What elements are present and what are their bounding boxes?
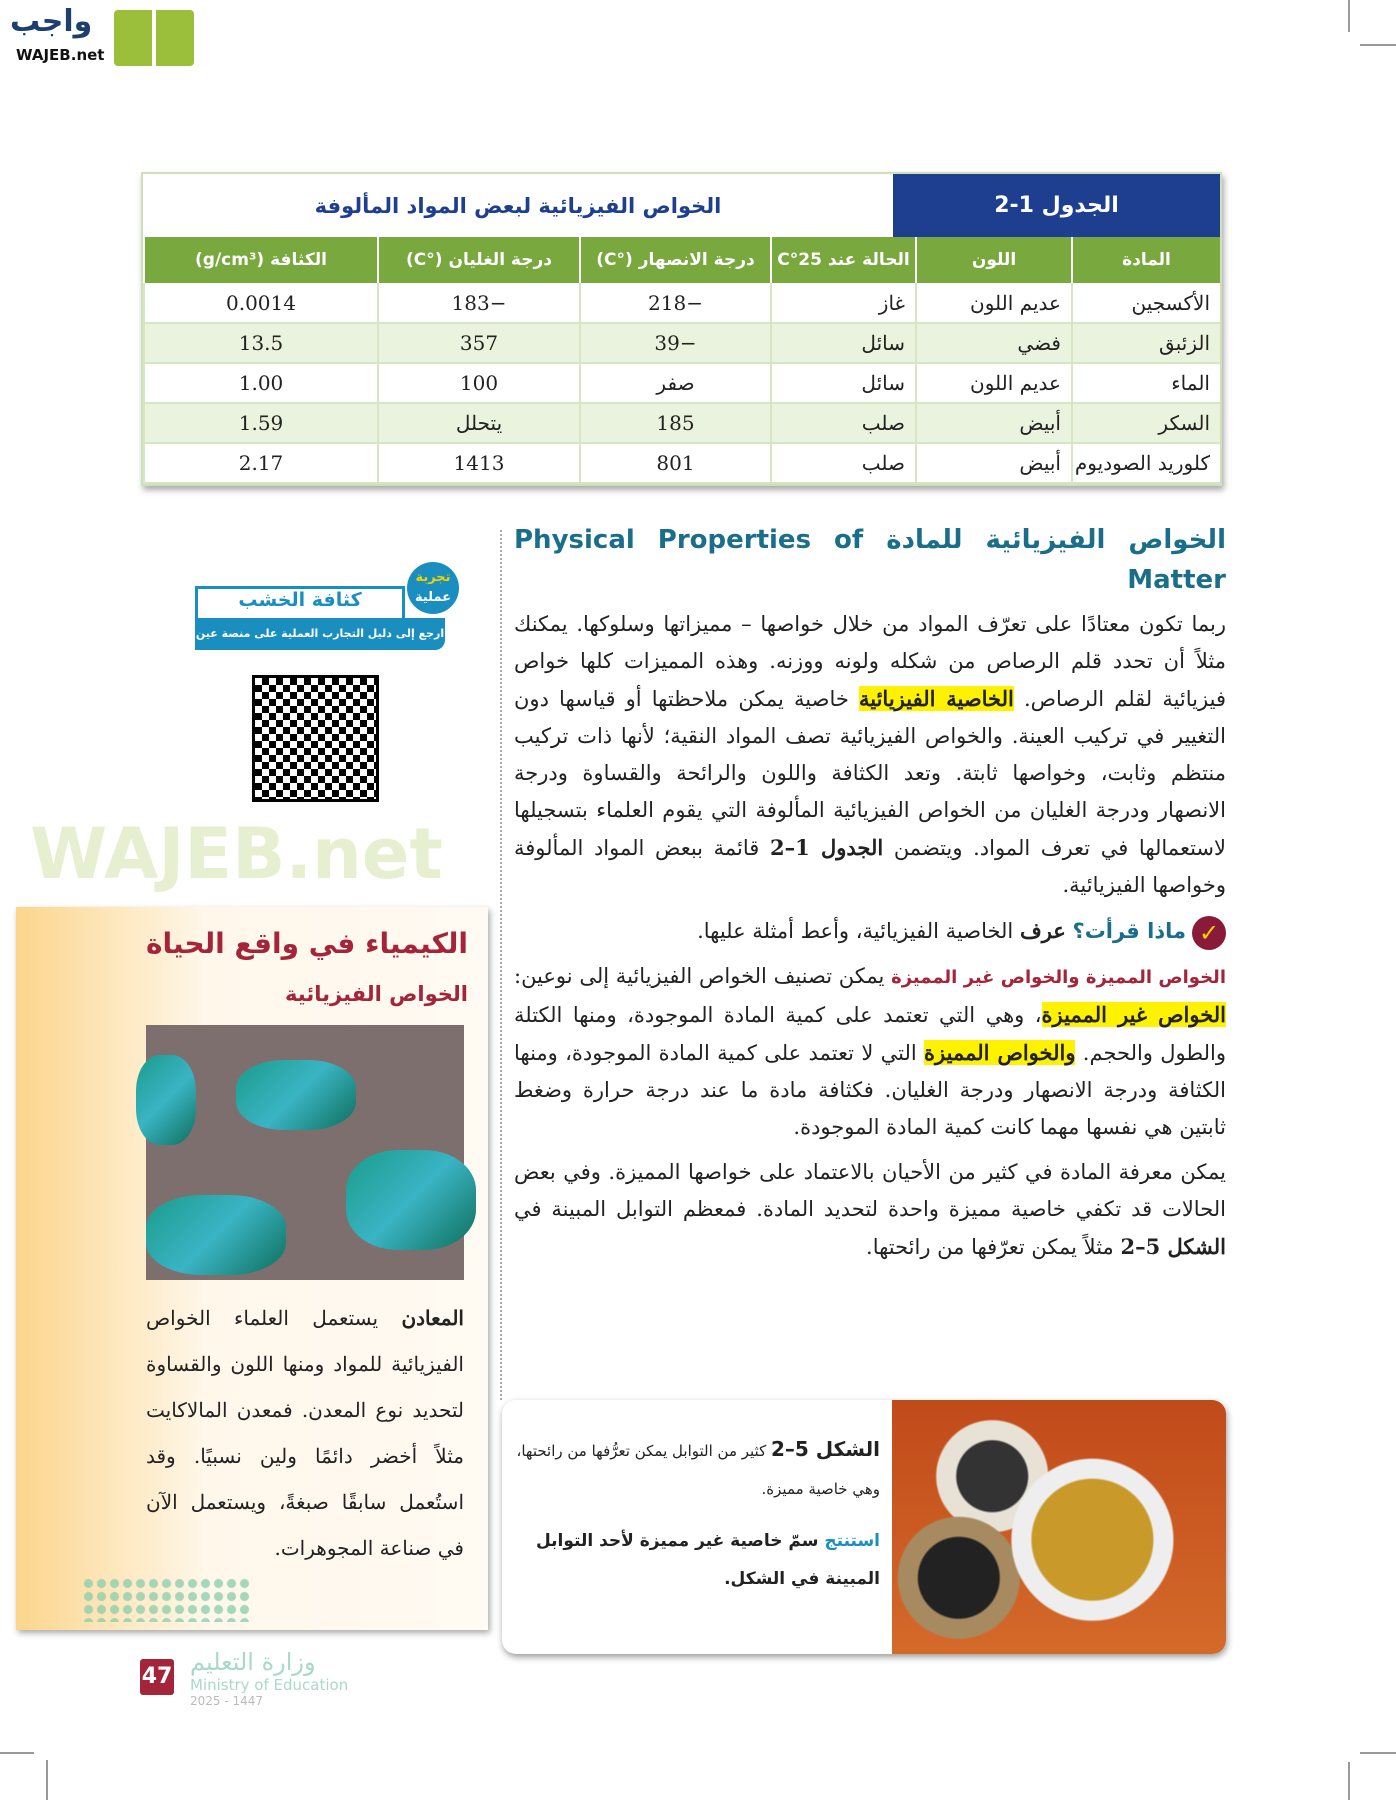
table-row [144,363,1220,403]
table-cell: أبيض [916,443,1072,483]
crop-mark [1348,1762,1350,1800]
header-cell: درجة الانصهار (°C) [580,237,771,283]
box-title: الكيمياء في واقع الحياة [146,927,468,960]
table-cell: −218 [580,283,771,323]
box-text: المعادن يستعمل العلماء الخواص الفيزيائية للمواد ومنها اللون والقساوة لتحديد نوع المعدن. فمعدن المالاكايت مثلاً أخضر دائمًا ولين نسبيًا. وقد استُعمل سابقًا صبغةً، ويستعمل الآن في صناعة المجوهرات. [146,1306,464,1560]
main-text [514,520,1226,1274]
crop-mark [1360,44,1396,46]
paragraph: يمكن معرفة المادة في كثير من الأحيان بالاعتماد على خواصها المميزة. وفي بعض الحالات قد تكفي خاصية مميزة واحدة لتحديد المادة. فمعظم التوابل المبينة في الشكل 5–2 مثلاً يمكن تعرّفها من رائحتها. [514,1160,1226,1259]
table-cell: 13.5 [144,323,378,363]
table-cell: 2.17 [144,443,378,483]
lab-title: كثافة الخشب [195,586,405,618]
box-subtitle: الخواص الفيزيائية [285,982,468,1006]
figure-reference[interactable]: الشكل 5–2 [1120,1234,1226,1259]
checkmark-icon: ✓ [1192,916,1226,950]
paragraph: ربما تكون معتادًا على تعرّف المواد من خلال خواصها – مميزاتها وسلوكها. يمكنك مثلاً أن تحدد قلم الرصاص من شكله ولونه ووزنه. وهذه المميزات كلها خواص فيزيائية لقلم الرصاص. الخاصية الفيزيائية خاصية يمكن ملاحظتها أو قياسها دون التغيير في تركيب العينة. والخواص الفيزيائية تصف المواد النقية؛ لأنها ذات تركيب منتظم وثابت، وخواصها ثابتة. وتعد الكثافة واللون والرائحة والقساوة ودرجة الانصهار ودرجة الغليان من الخواص الفيزيائية المألوفة التي يقوم العلماء بتسجيلها لاستعمالها في تعرف المواد. ويتضمن الجدول 1–2 قائمة ببعض المواد المألوفة وخواصها الفيزيائية. [514,612,1226,897]
paragraph: الخواص المميزة والخواص غير المميزة يمكن تصنيف الخواص الفيزيائية إلى نوعين: الخواص غير المميزة، وهي التي تعتمد على كمية المادة الموجودة، ومنها الكتلة والطول والحجم. والخواص المميزة التي لا تعتمد على كمية المادة الموجودة، ومنها الكثافة ودرجة الانصهار ودرجة الغليان. فكثافة مادة ما عند درجة حرارة وضغط ثابتين هي نفسها مهما كانت كمية المادة الموجودة. [514,964,1226,1139]
ministry-logo: وزارة التعليم Ministry of Education 2025 - 1447 [190,1648,349,1708]
term-highlight: والخواص المميزة [924,1040,1076,1065]
table-reference[interactable]: الجدول 1–2 [769,835,884,860]
table-cell: الزئبق [1072,323,1220,363]
header-cell: الحالة عند 25°C [771,237,916,283]
table-title: الخواص الفيزيائية لبعض المواد المألوفة [314,193,722,218]
term-highlight: الخواص غير المميزة [1041,1002,1226,1027]
table-cell: صلب [771,443,916,483]
table-cell: صفر [580,363,771,403]
page-number: 47 [140,1659,174,1695]
table-cell: يتحلل [378,403,580,443]
table-cell: عديم اللون [916,363,1072,403]
table-cell: 0.0014 [144,283,378,323]
lab-box[interactable] [195,562,460,654]
column-divider [500,530,502,1400]
table-cell: السكر [1072,403,1220,443]
table-row [144,323,1220,363]
table-cell: −39 [580,323,771,363]
lab-badge: تجربة عملية [407,562,459,614]
crop-mark [1360,1752,1396,1754]
subheading: الخواص المميزة والخواص غير المميزة [891,967,1226,988]
term-highlight: الخاصية الفيزيائية [858,686,1014,711]
table-cell: سائل [771,323,916,363]
table-cell: سائل [771,363,916,403]
crop-mark [1348,0,1350,32]
qr-code[interactable] [252,675,379,802]
table-cell: عديم اللون [916,283,1072,323]
spices-image [892,1400,1226,1654]
table-number: الجدول 1-2 [893,174,1220,237]
table-cell: −183 [378,283,580,323]
header-cell: الكثافة (g/cm³) [144,237,378,283]
table-cell: 1413 [378,443,580,483]
ministry-dots-logo [82,1577,252,1622]
table-cell: أبيض [916,403,1072,443]
watermark: WAJEB.net [30,813,443,895]
table-cell: صلب [771,403,916,443]
table-cell: 185 [580,403,771,443]
table-cell: الماء [1072,363,1220,403]
book-icon [114,10,194,66]
malachite-image [146,1025,464,1280]
wajeb-logo[interactable] [6,4,196,68]
chemistry-in-life-box [16,907,488,1630]
header-cell: اللون [916,237,1072,283]
figure-caption: الشكل 5–2 كثير من التوابل يمكن تعرُّفها من رائحتها، وهي خاصية مميزة. استنتج سمّ خاصية غير مميزة لأحد التوابل المبينة في الشكل. [516,1437,880,1589]
table-row [144,403,1220,443]
header-cell: المادة [1072,237,1220,283]
section-title: الخواص الفيزيائية للمادة Physical Properties of Matter [514,525,1226,595]
table-cell: فضي [916,323,1072,363]
header-cell: درجة الغليان (°C) [378,237,580,283]
figure-spices [502,1400,1226,1654]
table-cell: 1.00 [144,363,378,403]
table-cell: 357 [378,323,580,363]
crop-mark [46,1760,48,1800]
table-cell: غاز [771,283,916,323]
logo-latin: WAJEB.net [16,46,105,64]
logo-arabic: واجب [10,4,93,39]
table-row [144,283,1220,323]
table-cell: كلوريد الصوديوم [1072,443,1220,483]
table-cell: 801 [580,443,771,483]
table-cell: الأكسجين [1072,283,1220,323]
table-row [144,443,1220,483]
lab-subtitle: ارجع إلى دليل التجارب العملية على منصة عين [195,618,445,650]
table-cell: 100 [378,363,580,403]
crop-mark [0,1752,34,1754]
reading-check: ✓ماذا قرأت؟ عرف الخاصية الفيزيائية، وأعط أمثلة عليها. [514,912,1226,950]
properties-table [141,172,1222,486]
table-cell: 1.59 [144,403,378,443]
